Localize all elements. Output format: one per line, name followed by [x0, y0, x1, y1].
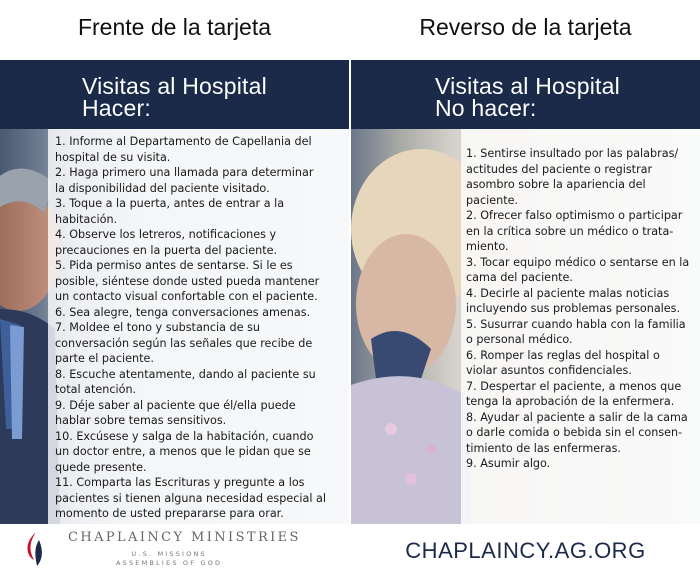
- website-url: CHAPLAINCY.AG.ORG: [405, 538, 646, 563]
- ministry-logo-title: CHAPLAINCY MINISTRIES: [68, 530, 301, 545]
- flame-logo-icon: [24, 530, 46, 570]
- back-card-header: [351, 60, 700, 129]
- back-card-heading: Reverso de la tarjeta: [419, 14, 632, 40]
- front-header-subtitle: Hacer:: [82, 95, 151, 121]
- front-card-heading: Frente de la tarjeta: [77, 14, 272, 40]
- back-card: [351, 60, 700, 524]
- back-header-subtitle: No hacer:: [435, 95, 537, 121]
- front-card-header: [0, 60, 349, 129]
- back-dont-list: 1. Sentirse insultado por las palabras/ actitudes del paciente o registrar asombro sobre la apariencia del paciente. 2. Ofrecer falso optimismo o participar en la crítica sobre un médico o trata- miento. 3. Tocar equipo médico o sentarse en la cama del paciente. 4. Decirle al paciente malas noticias incluyendo sus problemas personales. 5. Susurrar cuando habla con la familia o personal médico. 6. Romper las reglas del hospital o violar asuntos confidenciales. 7. Despertar el paciente, a menos que tenga la aprobación de la enfermera. 8. Ayudar al paciente a salir de la cama o darle comida o bebida sin el consen- timiento de las enfermeras. 9. Asumir algo.: [466, 147, 690, 470]
- front-do-list: 1. Informe al Departamento de Capellania del hospital de su visita. 2. Haga primero una llamada para determinar la disponibilidad del paciente visitado. 3. Toque a la puerta, antes de entrar a la habitación. 4. Observe los letreros, notificaciones y precauciones en la puerta del paciente. 5. Pida permiso antes de sentarse. Si le es posible, siéntese donde usted pueda mantener un contacto visual confortable con el paciente. 6. Sea alegre, tenga conversaciones amenas. 7. Moldee el tono y substancia de su conversación según las señales que recibe de parte el paciente. 8. Escuche atentamente, dando al paciente su total atención. 9. Déje saber al paciente que él/ella puede hablar sobre temas sensitivos. 10. Excúsese y salga de la habitación, cuando un doctor entre, a menos que le pidan que se quede presente. 11. Comparta las Escrituras y pregunte a los pacientes si tienen alguna necesidad especial al momento de usted prepararse para orar.: [55, 135, 326, 520]
- front-card: [0, 60, 349, 524]
- front-header-title: Visitas al Hospital: [82, 73, 267, 99]
- ministry-logo-subtitle: U.S. MISSIONS ASSEMBLIES OF GOD: [116, 550, 223, 567]
- back-header-title: Visitas al Hospital: [435, 73, 620, 99]
